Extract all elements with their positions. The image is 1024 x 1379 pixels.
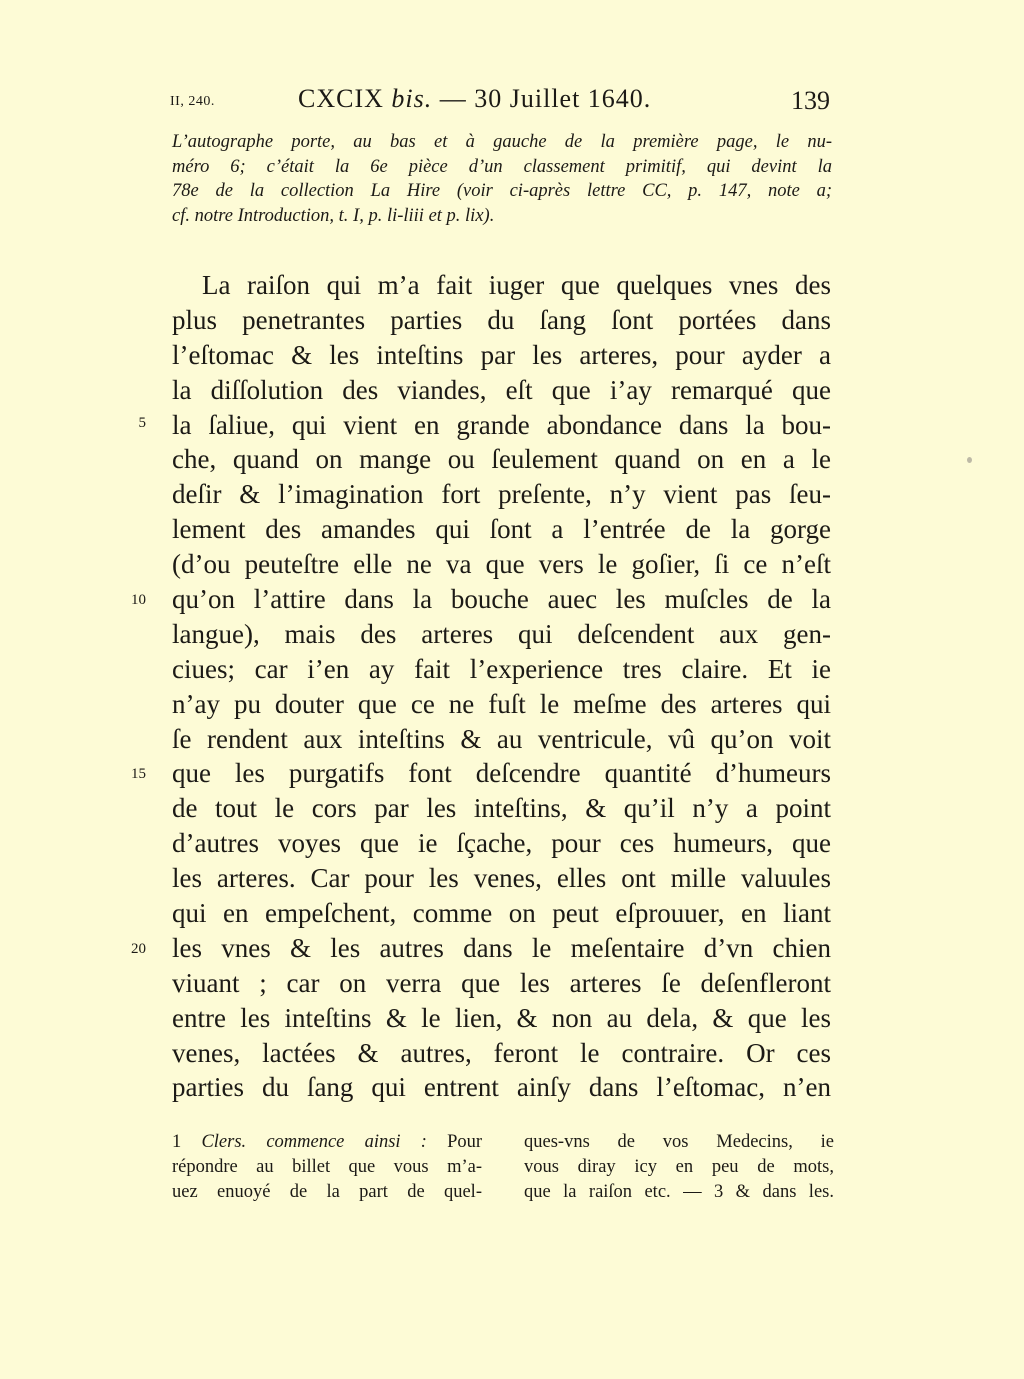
letter-date: — 30 Juillet 1640. (439, 84, 652, 113)
body-line: les arteres. Car pour les venes, elles ont mille valuules (172, 863, 831, 894)
body-line: viuant ; car on verra que les arteres ſe deſenfleront (172, 967, 831, 998)
body-line: langue), mais des arteres qui deſcendent aux gen- (172, 618, 831, 649)
line-number: 5 (138, 415, 146, 431)
footnote-line: uez enuoyé de la part de quel- (172, 1182, 482, 1202)
letter-number: CXCIX (298, 84, 384, 113)
body-line: que les purgatifs font deſcendre quantité d’humeurs (172, 758, 831, 789)
footnote-line: ques-vns de vos Medecins, ie (524, 1132, 834, 1152)
line-number: 10 (131, 592, 146, 608)
footnote-line: que la raiſon etc. — 3 & dans les. (524, 1182, 834, 1202)
body-line: (d’ou peuteſtre elle ne va que vers le goſier, ſi ce n’eſt (172, 549, 831, 580)
footnote-right-column (524, 1130, 834, 1205)
footnote-number: 1 (172, 1132, 182, 1152)
paper-speck (967, 457, 972, 463)
body-line: l’eſtomac & les inteſtins par les arteres, pour ayder a (172, 339, 831, 370)
body-line: parties du ſang qui entrent ainſy dans l’eſtomac, n’en (172, 1072, 831, 1103)
body-line: d’autres voyes que ie ſçache, pour ces humeurs, que (172, 828, 831, 859)
body-line: plus penetrantes parties du ſang ſont portées dans (172, 304, 831, 335)
body-line: che, quand on mange ou ſeulement quand on en a le (172, 444, 831, 475)
body-line: la ſaliue, qui vient en grande abondance dans la bou- (172, 409, 831, 440)
body-line: lement des amandes qui ſont a l’entrée de la gorge (172, 514, 831, 545)
body-line: venes, lactées & autres, feront le contraire. Or ces (172, 1037, 831, 1068)
body-line: qui en empeſchent, comme on peut eſprouuer, en liant (172, 898, 831, 929)
body-line: ſe rendent aux inteſtins & au ventricule, vû qu’on voit (172, 723, 831, 754)
page-number: 139 (791, 86, 830, 115)
note-line: cf. notre Introduction, t. I, p. li-liii et p. lix). (172, 205, 495, 226)
footnote-italic: Clers. commence ainsi : (201, 1132, 427, 1152)
letter-title (298, 84, 651, 114)
body-line: qu’on l’attire dans la bouche auec les muſcles de la (172, 584, 831, 615)
footnote-text: Pour (447, 1132, 483, 1152)
note-line: 78e de la collection La Hire (voir ci-après lettre CC, p. 147, note a; (172, 181, 832, 201)
body-line: La raiſon qui m’a fait iuger que quelques vnes des (202, 270, 831, 300)
running-header (170, 84, 830, 124)
note-line: L’autographe porte, au bas et à gauche de la première page, le nu- (172, 132, 832, 152)
editorial-note (172, 130, 832, 228)
line-number: 20 (131, 941, 146, 957)
letter-body (172, 268, 831, 1105)
letter-bis: bis. (391, 84, 433, 113)
body-line: la diſſolution des viandes, eſt que i’ay remarqué que (172, 374, 831, 405)
footnote-line: répondre au billet que vous m’a- (172, 1157, 482, 1177)
note-line: méro 6; c’était la 6e pièce d’un classement primitif, qui devint la (172, 156, 832, 177)
body-line: n’ay pu douter que ce ne fuſt le meſme des arteres qui (172, 688, 831, 719)
body-line: entre les inteſtins & le lien, & non au dela, & que les (172, 1002, 831, 1033)
body-line: ciues; car i’en ay fait l’experience tres claire. Et ie (172, 653, 831, 684)
body-line: de tout le cors par les inteſtins, & qu’il n’y a point (172, 793, 831, 824)
footnote-line (172, 1130, 482, 1155)
volume-reference: II, 240. (170, 94, 215, 109)
line-number: 15 (131, 766, 146, 782)
body-line: deſir & l’imagination fort preſente, n’y vient pas ſeu- (172, 479, 831, 510)
body-line: les vnes & les autres dans le meſentaire d’vn chien (172, 932, 831, 963)
footnote-line: vous diray icy en peu de mots, (524, 1157, 834, 1177)
footnote-left-column (172, 1130, 482, 1205)
